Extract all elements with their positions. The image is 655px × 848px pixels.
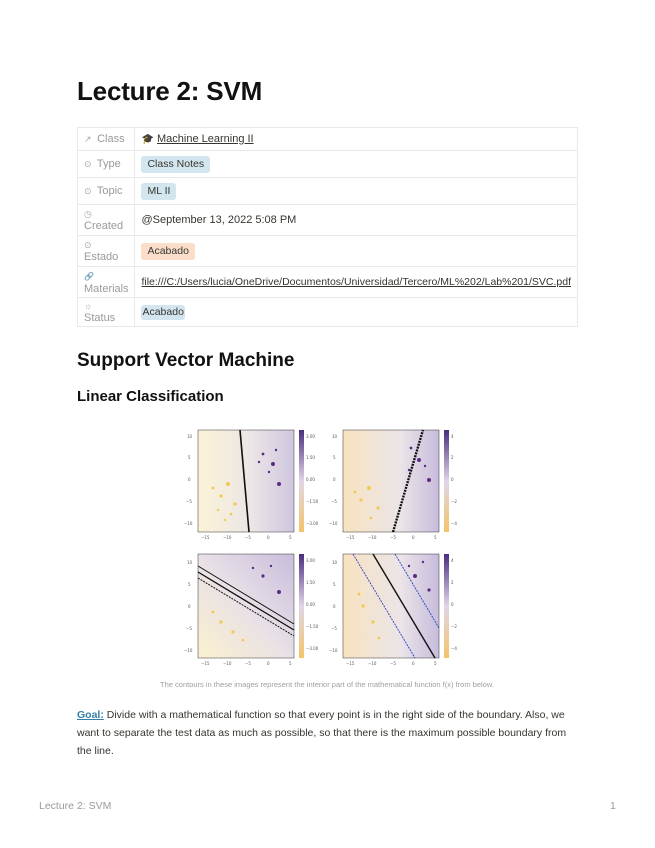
svg-text:0: 0 [188, 604, 191, 609]
property-value[interactable] [135, 298, 578, 327]
svg-text:0: 0 [188, 477, 191, 482]
svg-text:1.50: 1.50 [306, 580, 315, 585]
svg-text:−5: −5 [331, 626, 337, 631]
svg-text:−10: −10 [223, 661, 232, 666]
property-key: ⊙ Type [78, 151, 135, 178]
link-icon: 🔗 [84, 271, 94, 281]
svg-text:4: 4 [451, 558, 454, 563]
select-icon: ⊙ [84, 186, 92, 196]
svg-text:−10: −10 [368, 535, 377, 540]
svg-text:2: 2 [451, 455, 454, 460]
arrow-up-right-icon: ↗ [84, 134, 92, 144]
x-ticks-bottom-left [201, 661, 292, 666]
svm-figure [183, 426, 473, 666]
property-key: ⊙ Topic [78, 178, 135, 205]
created-value: @September 13, 2022 5:08 PM [135, 205, 578, 236]
topic-tag[interactable]: ML II [141, 183, 176, 200]
type-tag[interactable]: Class Notes [141, 156, 210, 173]
svg-text:−10: −10 [368, 661, 377, 666]
svg-text:0: 0 [333, 477, 336, 482]
svg-text:10: 10 [187, 434, 193, 439]
select-icon: ⊙ [84, 159, 92, 169]
svg-text:−3.00: −3.00 [306, 646, 319, 651]
svg-text:−15: −15 [346, 535, 355, 540]
svg-text:0: 0 [267, 661, 270, 666]
svg-text:2: 2 [451, 580, 454, 585]
section-heading: Support Vector Machine [77, 350, 295, 371]
page-title: Lecture 2: SVM [77, 76, 263, 106]
svg-text:0.00: 0.00 [306, 602, 315, 607]
svg-text:−15: −15 [201, 535, 210, 540]
svg-text:5: 5 [434, 535, 437, 540]
svg-text:10: 10 [187, 560, 193, 565]
property-value[interactable] [135, 128, 578, 151]
section-subheading: Linear Classification [77, 388, 224, 405]
x-ticks-top-left [201, 535, 292, 540]
svg-text:−5: −5 [390, 535, 396, 540]
property-value[interactable] [135, 267, 578, 298]
x-ticks-top-right [346, 535, 437, 540]
property-key: 🔗 Materials [78, 267, 135, 298]
property-key: ↗ Class [78, 128, 135, 151]
svg-text:5: 5 [188, 582, 191, 587]
clock-icon: ◷ [84, 209, 92, 219]
x-ticks-bottom-right [346, 661, 437, 666]
footer-title: Lecture 2: SVM [39, 800, 112, 812]
materials-link[interactable]: file:///C:/Users/lucia/OneDrive/Documentos/Universidad/Tercero/ML%202/Lab%201/SVC.pdf [141, 276, 571, 288]
svg-text:−3.00: −3.00 [306, 521, 319, 526]
svg-text:0: 0 [451, 602, 454, 607]
svg-text:5: 5 [434, 661, 437, 666]
property-row-class [78, 128, 578, 151]
svg-text:−15: −15 [201, 661, 210, 666]
svg-text:0: 0 [267, 535, 270, 540]
select-icon: ⊙ [84, 240, 92, 250]
properties-table [77, 127, 578, 327]
goal-text: Divide with a mathematical function so that every point is in the right side of the boundary. Also, we want to separate the test data as much as possible, so that there is the maximum possible boundary from the line. [77, 709, 567, 757]
class-link[interactable]: Machine Learning II [156, 133, 254, 145]
svg-text:5: 5 [289, 661, 292, 666]
svg-text:−2: −2 [451, 624, 457, 629]
svg-text:10: 10 [332, 560, 338, 565]
panel-bottom-left [198, 554, 304, 658]
svg-text:−4: −4 [451, 646, 457, 651]
property-value[interactable] [135, 178, 578, 205]
svg-text:0.00: 0.00 [306, 477, 315, 482]
svg-text:4: 4 [451, 434, 454, 439]
svg-text:−10: −10 [223, 535, 232, 540]
svg-text:5: 5 [333, 455, 336, 460]
property-key: ⊙ Estado [78, 236, 135, 267]
property-row-status [78, 298, 578, 327]
svg-text:10: 10 [332, 434, 338, 439]
svg-text:−10: −10 [184, 648, 193, 653]
svg-text:3.00: 3.00 [306, 558, 315, 563]
property-row-type [78, 151, 578, 178]
property-value[interactable] [135, 151, 578, 178]
status-value[interactable]: Acabado [142, 305, 184, 318]
svg-text:5: 5 [333, 582, 336, 587]
property-value[interactable] [135, 236, 578, 267]
svg-text:−2: −2 [451, 499, 457, 504]
svg-text:−5: −5 [245, 661, 251, 666]
property-key: ◷ Created [78, 205, 135, 236]
status-icon: ☼ [84, 301, 93, 311]
svg-text:0: 0 [412, 661, 415, 666]
svg-text:−1.50: −1.50 [306, 499, 319, 504]
svg-text:5: 5 [289, 535, 292, 540]
svg-text:0: 0 [412, 535, 415, 540]
svg-text:−10: −10 [329, 648, 338, 653]
svg-text:0: 0 [451, 477, 454, 482]
svg-text:−5: −5 [390, 661, 396, 666]
svg-text:−10: −10 [329, 521, 338, 526]
svg-text:3.00: 3.00 [306, 434, 315, 439]
property-row-topic [78, 178, 578, 205]
svg-text:−10: −10 [184, 521, 193, 526]
estado-tag[interactable]: Acabado [141, 243, 194, 260]
svg-text:5: 5 [188, 455, 191, 460]
panel-bottom-right [343, 554, 449, 658]
property-row-estado [78, 236, 578, 267]
panel-top-left [198, 430, 304, 532]
svg-text:1.50: 1.50 [306, 455, 315, 460]
property-row-materials [78, 267, 578, 298]
footer-page-number: 1 [610, 800, 616, 812]
svg-text:−4: −4 [451, 521, 457, 526]
figure-caption: The contours in these images represent the interior part of the mathematical function f(x) from below. [160, 680, 494, 689]
goal-paragraph [77, 706, 577, 760]
panel-top-right [343, 430, 449, 532]
y-ticks-left [184, 434, 193, 653]
svg-text:−5: −5 [331, 499, 337, 504]
svg-text:−1.50: −1.50 [306, 624, 319, 629]
svg-text:−5: −5 [186, 499, 192, 504]
svg-text:−5: −5 [186, 626, 192, 631]
svg-text:−15: −15 [346, 661, 355, 666]
property-key: ☼ Status [78, 298, 135, 327]
svg-text:0: 0 [333, 604, 336, 609]
graduation-cap-icon: 🎓 [141, 134, 154, 145]
goal-label: Goal: [77, 709, 104, 721]
y-ticks-right [329, 434, 338, 653]
svg-text:−5: −5 [245, 535, 251, 540]
property-row-created [78, 205, 578, 236]
